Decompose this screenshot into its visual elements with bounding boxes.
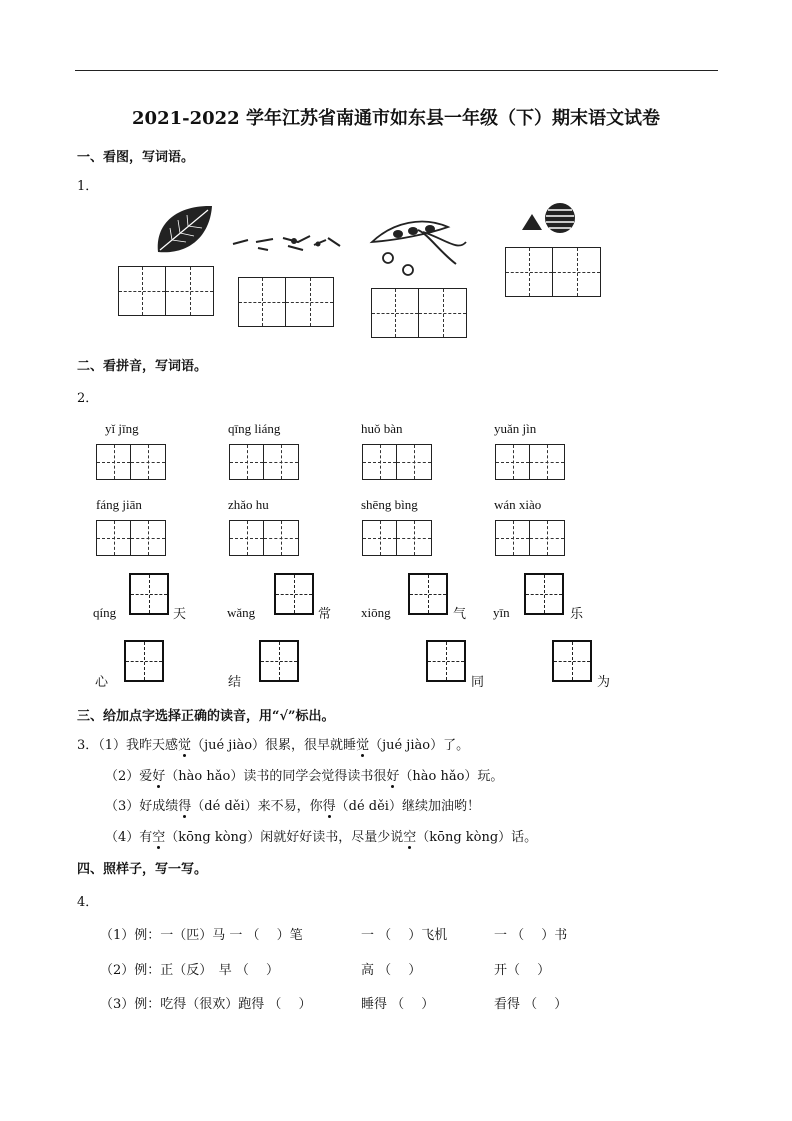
fill-char-chang: 常 — [318, 607, 332, 622]
fill-box-xiong[interactable] — [408, 573, 448, 615]
section1-heading: 一、看图，写词语。 — [77, 150, 195, 165]
question3-item3: （3）好成绩得（dé děi）来不易，你得（dé děi）继续加油哟！ — [105, 799, 480, 814]
section2-heading: 二、看拼音，写词语。 — [77, 359, 208, 374]
pinyin-grid-1-4[interactable] — [495, 444, 565, 480]
pinyin-1-1: yǐ jīng — [105, 421, 139, 436]
fill-box-jie[interactable] — [259, 640, 299, 682]
fill-box-wei[interactable] — [552, 640, 592, 682]
fish-illustration — [228, 230, 343, 254]
fill-pinyin-xiong: xiōng — [361, 605, 391, 620]
fill-box-yin[interactable] — [524, 573, 564, 615]
fill-char-xin: 心 — [95, 675, 109, 690]
fill-char-le: 乐 — [570, 607, 584, 622]
pinyin-2-3: shēng bìng — [361, 497, 418, 512]
pinyin-grid-2-2[interactable] — [229, 520, 299, 556]
fill-box-tong[interactable] — [426, 640, 466, 682]
word-grid-fish[interactable] — [238, 277, 334, 327]
pinyin-2-4: wán xiào — [494, 497, 542, 512]
example3-col3: 看得 （ ） — [494, 997, 568, 1012]
example2-main: （2）例：正（反） 早 （ ） — [100, 963, 280, 978]
fill-box-xin[interactable] — [124, 640, 164, 682]
pinyin-2-2: zhǎo hu — [228, 497, 269, 512]
fill-pinyin-qing: qíng — [93, 605, 117, 620]
example1-col2: 一 （ ）飞机 — [361, 928, 448, 943]
example1-main: （1）例：一（匹）马 一 （ ）笔 — [100, 928, 303, 943]
word-grid-peas[interactable] — [371, 288, 467, 338]
fill-pinyin-wang: wǎng — [227, 605, 256, 620]
pinyin-grid-1-1[interactable] — [96, 444, 166, 480]
question4-number: 4． — [77, 895, 99, 910]
pinyin-1-3: huǒ bàn — [361, 421, 403, 436]
pinyin-grid-1-3[interactable] — [362, 444, 432, 480]
header-rule — [75, 70, 718, 71]
word-grid-leaf[interactable] — [118, 266, 214, 316]
question1-number: 1． — [77, 179, 99, 194]
question3-item4: （4）有空（kōng kòng）闲就好好读书，尽量少说空（kōng kòng）话。 — [105, 830, 538, 845]
question3-item1: 3．（1）我昨天感觉（jué jiào）很累，很早就睡觉（jué jiào）了。 — [77, 738, 470, 753]
question3-item2: （2）爱好（hào hǎo）读书的同学会觉得读书很好（hào hǎo）玩。 — [105, 769, 504, 784]
fill-box-wang[interactable] — [274, 573, 314, 615]
example1-col3: 一 （ ）书 — [494, 928, 568, 943]
leaf-illustration — [150, 200, 220, 260]
section4-heading: 四、照样子，写一写。 — [77, 862, 208, 877]
example2-col3: 开（ ） — [494, 963, 551, 978]
example3-col2: 睡得 （ ） — [361, 997, 435, 1012]
page-title: 2021-2022 学年江苏省南通市如东县一年级（下）期末语文试卷 — [132, 108, 660, 129]
fill-char-tong: 同 — [471, 675, 485, 690]
example2-col2: 高 （ ） — [361, 963, 422, 978]
fill-char-qi: 气 — [453, 607, 467, 622]
watermelon-illustration — [520, 200, 580, 238]
pinyin-1-4: yuǎn jìn — [494, 421, 537, 436]
pinyin-grid-2-3[interactable] — [362, 520, 432, 556]
pinyin-2-1: fáng jiān — [96, 497, 142, 512]
word-grid-watermelon[interactable] — [505, 247, 601, 297]
fill-char-wei: 为 — [597, 675, 611, 690]
section3-heading: 三、给加点字选择正确的读音，用“√”标出。 — [77, 709, 335, 724]
example3-main: （3）例：吃得（很欢）跑得 （ ） — [100, 997, 312, 1012]
pinyin-grid-1-2[interactable] — [229, 444, 299, 480]
fill-box-qing[interactable] — [129, 573, 169, 615]
peas-illustration — [368, 212, 473, 280]
pinyin-1-2: qīng liáng — [228, 421, 281, 436]
question2-number: 2． — [77, 391, 99, 406]
pinyin-grid-2-1[interactable] — [96, 520, 166, 556]
pinyin-grid-2-4[interactable] — [495, 520, 565, 556]
fill-char-tian: 天 — [173, 607, 187, 622]
fill-pinyin-yin: yīn — [493, 605, 510, 620]
fill-char-jie: 结 — [228, 675, 242, 690]
